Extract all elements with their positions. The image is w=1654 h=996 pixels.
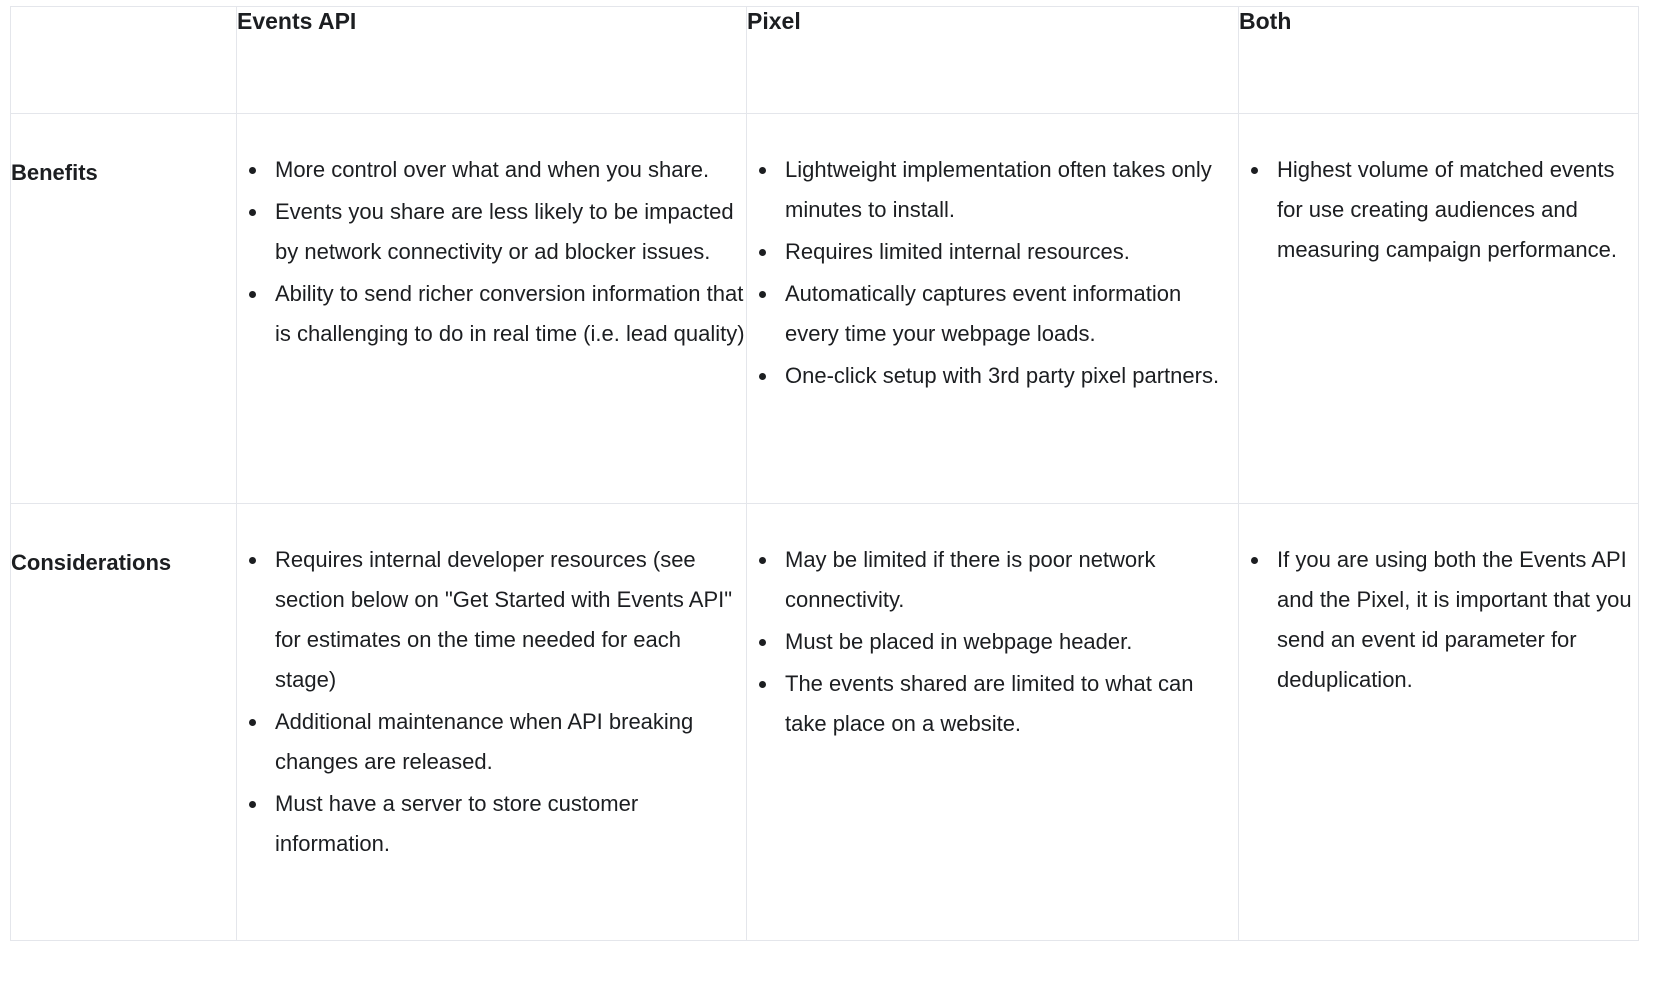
row-label-considerations: Considerations bbox=[11, 504, 237, 941]
cell-considerations-pixel bbox=[747, 504, 1239, 941]
bullet-list bbox=[1239, 150, 1638, 270]
column-header-blank bbox=[11, 7, 237, 114]
list-item: Must be placed in webpage header. bbox=[779, 622, 1238, 662]
cell-benefits-pixel bbox=[747, 114, 1239, 504]
list-item: Additional maintenance when API breaking changes are released. bbox=[269, 702, 746, 782]
bullet-list bbox=[1239, 540, 1638, 700]
list-item: More control over what and when you share. bbox=[269, 150, 746, 190]
list-item: May be limited if there is poor network connectivity. bbox=[779, 540, 1238, 620]
list-item: The events shared are limited to what can take place on a website. bbox=[779, 664, 1238, 744]
list-item: Must have a server to store customer information. bbox=[269, 784, 746, 864]
cell-considerations-both bbox=[1239, 504, 1639, 941]
list-item: Highest volume of matched events for use creating audiences and measuring campaign performance. bbox=[1271, 150, 1638, 270]
list-item: If you are using both the Events API and the Pixel, it is important that you send an event id parameter for deduplication. bbox=[1271, 540, 1638, 700]
list-item: Automatically captures event information every time your webpage loads. bbox=[779, 274, 1238, 354]
bullet-list bbox=[747, 150, 1238, 396]
cell-benefits-events-api bbox=[237, 114, 747, 504]
list-item: Requires internal developer resources (see section below on "Get Started with Events API" for estimates on the time needed for each stage) bbox=[269, 540, 746, 700]
column-header-both: Both bbox=[1239, 7, 1639, 114]
bullet-list bbox=[237, 540, 746, 864]
table-header-row bbox=[11, 7, 1639, 114]
bullet-list bbox=[237, 150, 746, 354]
bullet-list bbox=[747, 540, 1238, 744]
comparison-table bbox=[10, 6, 1639, 941]
list-item: One-click setup with 3rd party pixel partners. bbox=[779, 356, 1238, 396]
list-item: Ability to send richer conversion information that is challenging to do in real time (i.e. lead quality) bbox=[269, 274, 746, 354]
list-item: Lightweight implementation often takes only minutes to install. bbox=[779, 150, 1238, 230]
column-header-pixel: Pixel bbox=[747, 7, 1239, 114]
row-label-benefits: Benefits bbox=[11, 114, 237, 504]
list-item: Events you share are less likely to be impacted by network connectivity or ad blocker issues. bbox=[269, 192, 746, 272]
column-header-events-api: Events API bbox=[237, 7, 747, 114]
cell-considerations-events-api bbox=[237, 504, 747, 941]
table-row bbox=[11, 114, 1639, 504]
table-row bbox=[11, 504, 1639, 941]
list-item: Requires limited internal resources. bbox=[779, 232, 1238, 272]
cell-benefits-both bbox=[1239, 114, 1639, 504]
